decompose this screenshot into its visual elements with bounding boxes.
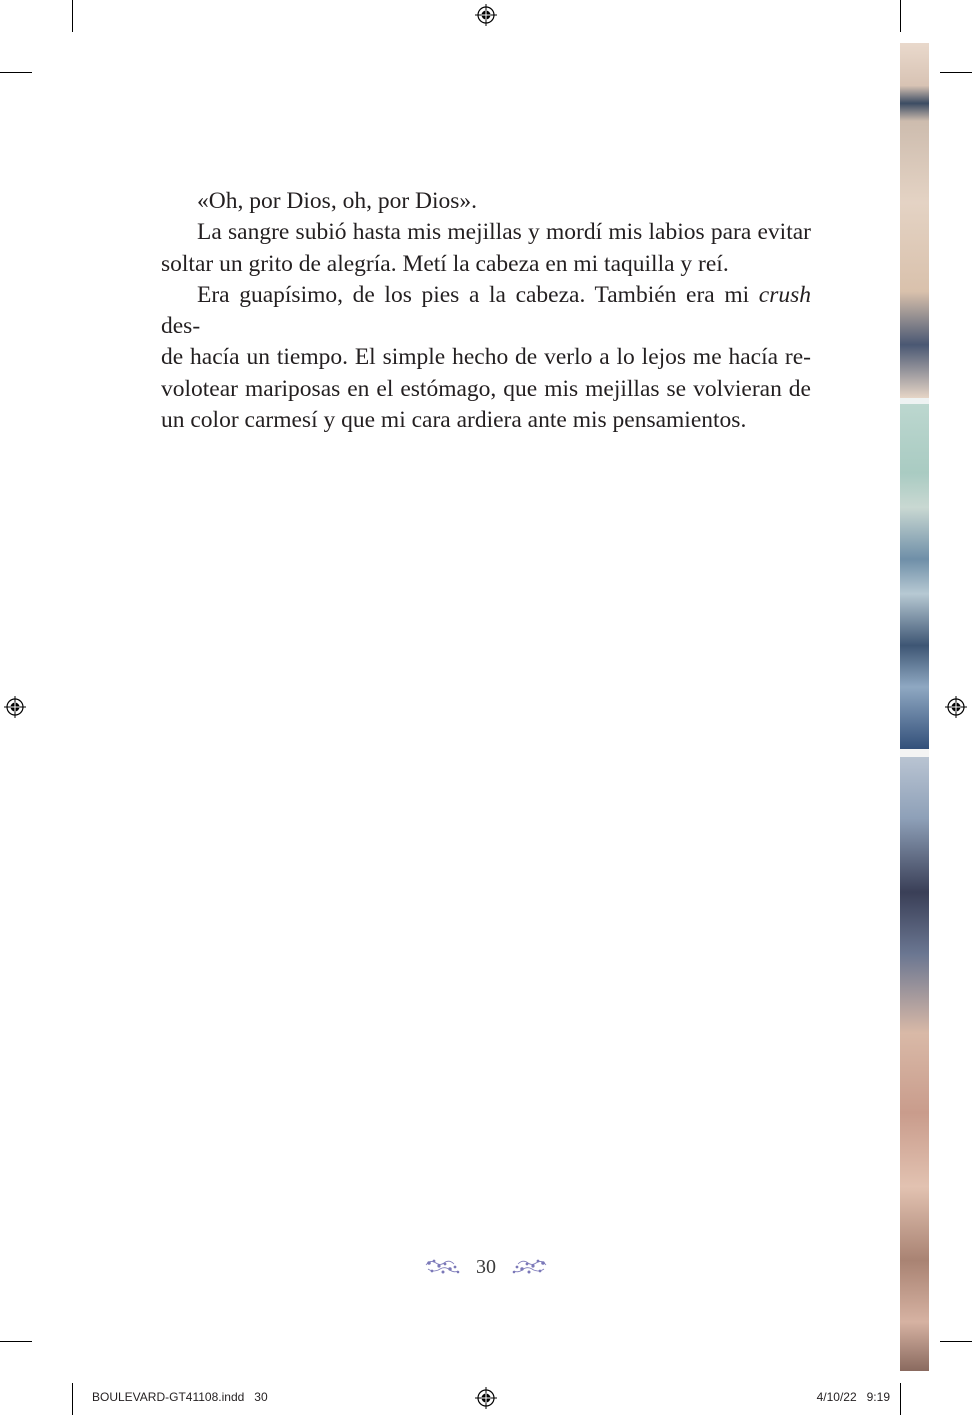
crop-mark-top-left-h — [0, 72, 32, 73]
photo-bleed-strip — [900, 43, 929, 1371]
registration-mark-top-icon — [475, 4, 497, 26]
paragraph-1-line: «Oh, por Dios, oh, por Dios». — [197, 188, 478, 214]
paragraph-3-line-3: volotear mariposas en el estómago, que mis mejillas se volvieran de — [161, 375, 811, 402]
slug-file-info: BOULEVARD-GT41108.indd 30 — [92, 1390, 268, 1404]
body-text — [161, 186, 811, 436]
registration-mark-right-icon — [945, 696, 967, 718]
registration-mark-left-icon — [4, 696, 26, 718]
paragraph-3-line-1-text: Era guapísimo, de los pies a la cabeza. También era mi — [197, 281, 750, 308]
crop-mark-bottom-left-v — [72, 1383, 73, 1415]
paragraph-3-line-1 — [161, 280, 811, 343]
registration-mark-bottom-icon — [475, 1387, 497, 1409]
ornament-right-icon — [510, 1257, 548, 1279]
page-number: 30 — [476, 1256, 496, 1278]
paragraph-2 — [161, 217, 811, 280]
crop-mark-bottom-right-h — [940, 1341, 972, 1342]
paragraph-2-line-2: soltar un grito de alegría. Metí la cabeza en mi taquilla y reí. — [161, 250, 729, 277]
emphasis-crush: crush — [758, 281, 812, 308]
paragraph-3-line-1-hyphen: des- — [161, 313, 201, 340]
crop-mark-bottom-right-v — [900, 1383, 901, 1415]
paragraph-3-line-2: de hacía un tiempo. El simple hecho de verlo a lo lejos me hacía re- — [161, 344, 811, 371]
ornament-left-icon — [424, 1257, 462, 1279]
paragraph-3-line-4: un color carmesí y que mi cara ardiera ante mis pensamientos. — [161, 407, 747, 434]
paragraph-1 — [161, 186, 811, 217]
paragraph-2-line-1: La sangre subió hasta mis mejillas y mordí mis labios para evitar — [197, 219, 811, 246]
crop-mark-bottom-left-h — [0, 1341, 32, 1342]
paragraph-3 — [161, 280, 811, 436]
slug-datetime: 4/10/22 9:19 — [816, 1390, 890, 1404]
crop-mark-top-right-v — [900, 0, 901, 32]
crop-mark-top-right-h — [940, 72, 972, 73]
crop-mark-top-left-v — [72, 0, 73, 32]
